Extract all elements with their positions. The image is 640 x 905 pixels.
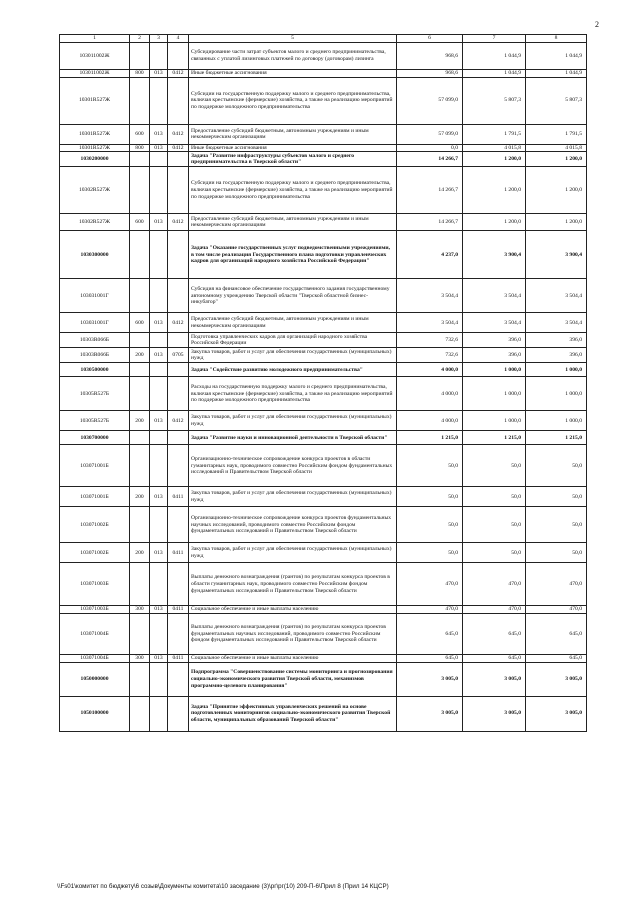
name-cell: Задача "Развитие науки и инновационной деятельности в Тверской области" [189, 431, 397, 445]
amount-cell: 470,0 [397, 606, 463, 614]
amount-cell: 0,0 [397, 144, 463, 152]
amount-cell: 645,0 [397, 655, 463, 663]
name-cell: Задача "Содействие развитию молодежного предпринимательства" [189, 363, 397, 377]
admin-cell: 013 [150, 70, 168, 78]
name-cell: Субсидирование части затрат субъектов малого и среднего предпринимательства, связанных с уплатой лизинговых платежей по договору (договорам) лизинга [189, 43, 397, 70]
amount-cell: 50,0 [526, 445, 587, 487]
code-cell: 10305R527Б [60, 411, 130, 431]
table-row [60, 507, 587, 543]
admin-cell [150, 77, 168, 124]
amount-cell: 645,0 [526, 614, 587, 655]
amount-cell: 50,0 [397, 487, 463, 507]
name-cell: Субсидии на государственную поддержку малого и среднего предпринимательства, включая крестьянские (фермерские) хозяйства, а также на реализацию мероприятий по поддержке молодежного предпринимательства [189, 77, 397, 124]
amount-cell: 5 807,3 [526, 77, 587, 124]
table-row [60, 563, 587, 606]
amount-cell: 1 200,0 [463, 214, 526, 231]
admin-cell [150, 333, 168, 348]
name-cell: Закупка товаров, работ и услуг для обеспечения государственных (муниципальных) нужд [189, 487, 397, 507]
code-cell: 10302R527Ж [60, 214, 130, 231]
table-row [60, 70, 587, 78]
code-cell: 1030200000 [60, 152, 130, 167]
section-cell [168, 333, 189, 348]
amount-cell: 1 791,5 [526, 124, 587, 144]
amount-cell: 3 504,4 [397, 279, 463, 313]
header-cell: 6 [397, 35, 463, 43]
table-row [60, 348, 587, 363]
type-cell [130, 231, 150, 279]
table-row [60, 411, 587, 431]
admin-cell: 013 [150, 543, 168, 563]
amount-cell: 645,0 [463, 614, 526, 655]
amount-cell: 1 200,0 [463, 152, 526, 167]
amount-cell: 1 791,5 [463, 124, 526, 144]
code-cell: 103071003Б [60, 563, 130, 606]
header-cell: 8 [526, 35, 587, 43]
table-row [60, 487, 587, 507]
amount-cell: 3 504,4 [463, 313, 526, 333]
admin-cell [150, 507, 168, 543]
section-cell: 0412 [168, 214, 189, 231]
amount-cell: 3 504,4 [397, 313, 463, 333]
amount-cell: 14 266,7 [397, 167, 463, 214]
amount-cell: 1 200,0 [526, 167, 587, 214]
type-cell [130, 167, 150, 214]
type-cell: 200 [130, 487, 150, 507]
amount-cell: 4 237,0 [397, 231, 463, 279]
code-cell: 1050100000 [60, 696, 130, 731]
table-row [60, 363, 587, 377]
name-cell: Субсидии на государственную поддержку малого и среднего предпринимательства, включая крестьянские (фермерские) хозяйства, а также на реализацию мероприятий по поддержке молодежного предпринимательства [189, 167, 397, 214]
type-cell: 200 [130, 543, 150, 563]
code-cell: 103071001Б [60, 445, 130, 487]
code-cell: 10303R066Б [60, 348, 130, 363]
amount-cell: 1 200,0 [463, 167, 526, 214]
admin-cell [150, 662, 168, 696]
code-cell: 103031001Г [60, 279, 130, 313]
section-cell: 0411 [168, 487, 189, 507]
name-cell: Социальное обеспечение и иные выплаты населению [189, 655, 397, 663]
amount-cell: 396,0 [526, 333, 587, 348]
section-cell: 0411 [168, 543, 189, 563]
amount-cell: 50,0 [463, 507, 526, 543]
code-cell: 10301R527Ж [60, 144, 130, 152]
amount-cell: 50,0 [526, 487, 587, 507]
amount-cell: 470,0 [526, 563, 587, 606]
amount-cell: 3 005,0 [397, 662, 463, 696]
name-cell: Предоставление субсидий бюджетным, автономным учреждениям и иным некоммерческим организациям [189, 214, 397, 231]
admin-cell: 013 [150, 411, 168, 431]
amount-cell: 4 000,0 [397, 411, 463, 431]
amount-cell: 645,0 [526, 655, 587, 663]
section-cell [168, 152, 189, 167]
section-cell [168, 77, 189, 124]
admin-cell [150, 377, 168, 411]
table-row [60, 144, 587, 152]
section-cell [168, 662, 189, 696]
amount-cell: 1 000,0 [526, 411, 587, 431]
type-cell [130, 333, 150, 348]
name-cell: Иные бюджетные ассигнования [189, 144, 397, 152]
admin-cell: 013 [150, 487, 168, 507]
section-cell [168, 363, 189, 377]
admin-cell [150, 696, 168, 731]
section-cell [168, 43, 189, 70]
type-cell: 600 [130, 124, 150, 144]
admin-cell [150, 43, 168, 70]
type-cell [130, 614, 150, 655]
page-number: 2 [595, 20, 599, 29]
amount-cell: 470,0 [397, 563, 463, 606]
section-cell: 0411 [168, 606, 189, 614]
amount-cell: 4 000,0 [397, 377, 463, 411]
type-cell [130, 507, 150, 543]
type-cell [130, 696, 150, 731]
admin-cell: 013 [150, 655, 168, 663]
name-cell: Закупка товаров, работ и услуг для обеспечения государственных (муниципальных) нужд [189, 543, 397, 563]
amount-cell: 732,6 [397, 348, 463, 363]
admin-cell [150, 445, 168, 487]
amount-cell: 50,0 [463, 445, 526, 487]
amount-cell: 968,6 [397, 70, 463, 78]
header-cell: 1 [60, 35, 130, 43]
name-cell: Задача "Оказание государственных услуг подведомственными учреждениями, в том числе реализация Государственного плана подготовки управленческих кадров для организаций народного хозяйства Российской Федерации" [189, 231, 397, 279]
type-cell: 600 [130, 313, 150, 333]
section-cell [168, 614, 189, 655]
amount-cell: 14 266,7 [397, 214, 463, 231]
admin-cell: 013 [150, 124, 168, 144]
code-cell: 103071003Б [60, 606, 130, 614]
amount-cell: 1 044,9 [463, 43, 526, 70]
code-cell: 10305R527Б [60, 377, 130, 411]
type-cell [130, 363, 150, 377]
amount-cell: 1 215,0 [463, 431, 526, 445]
table-row [60, 431, 587, 445]
header-row [60, 35, 587, 43]
header-cell: 5 [189, 35, 397, 43]
type-cell: 600 [130, 214, 150, 231]
type-cell [130, 77, 150, 124]
amount-cell: 1 000,0 [526, 363, 587, 377]
amount-cell: 470,0 [463, 606, 526, 614]
amount-cell: 3 005,0 [463, 696, 526, 731]
name-cell: Расходы на государственную поддержку малого и среднего предпринимательства, включая крестьянские (фермерские) хозяйства, а также на реализацию мероприятий по поддержке молодежного предпринимательства [189, 377, 397, 411]
code-cell: 1030300000 [60, 231, 130, 279]
section-cell [168, 431, 189, 445]
section-cell [168, 563, 189, 606]
type-cell: 200 [130, 411, 150, 431]
amount-cell: 50,0 [463, 487, 526, 507]
type-cell [130, 152, 150, 167]
amount-cell: 3 504,4 [526, 279, 587, 313]
code-cell: 103011002Ж [60, 70, 130, 78]
type-cell [130, 377, 150, 411]
header-cell: 3 [150, 35, 168, 43]
table-row [60, 606, 587, 614]
amount-cell: 1 215,0 [397, 431, 463, 445]
section-cell [168, 507, 189, 543]
file-path-footer: \\Fs01\комитет по бюджету\6 созыв\Документы комитета\10 заседание (3)\рг\рг(10) 209-П-6\Прил 8 (Прил 14 КЦСР) [57, 883, 389, 890]
amount-cell: 470,0 [463, 563, 526, 606]
amount-cell: 4 000,0 [397, 363, 463, 377]
type-cell [130, 445, 150, 487]
name-cell: Выплаты денежного вознаграждения (грантов) по результатам конкурса проектов фундаментальных научных исследований, проводимого совместно Российским фондом фундаментальных исследований и Правительством Тверской области [189, 614, 397, 655]
section-cell [168, 445, 189, 487]
amount-cell: 645,0 [397, 614, 463, 655]
table-row [60, 313, 587, 333]
amount-cell: 4 015,8 [463, 144, 526, 152]
type-cell: 800 [130, 144, 150, 152]
amount-cell: 57 099,0 [397, 77, 463, 124]
code-cell: 1030500000 [60, 363, 130, 377]
code-cell: 10302R527Ж [60, 167, 130, 214]
amount-cell: 50,0 [397, 543, 463, 563]
section-cell: 0411 [168, 655, 189, 663]
amount-cell: 1 044,9 [526, 70, 587, 78]
amount-cell: 50,0 [526, 507, 587, 543]
admin-cell [150, 614, 168, 655]
type-cell: 200 [130, 348, 150, 363]
admin-cell [150, 563, 168, 606]
name-cell: Субсидия на финансовое обеспечение государственного задания государственному автономному учреждению Тверской области "Тверской областной бизнес-инкубатор" [189, 279, 397, 313]
table-row [60, 77, 587, 124]
amount-cell: 3 005,0 [526, 662, 587, 696]
amount-cell: 50,0 [397, 445, 463, 487]
section-cell [168, 167, 189, 214]
header-cell: 2 [130, 35, 150, 43]
amount-cell: 4 015,8 [526, 144, 587, 152]
admin-cell [150, 279, 168, 313]
amount-cell: 732,6 [397, 333, 463, 348]
name-cell: Подпрограмма "Совершенствование системы мониторинга и прогнозирования социально-экономического развития Тверской области, механизмов программно-целевого планирования" [189, 662, 397, 696]
code-cell: 103071002Б [60, 507, 130, 543]
table-row [60, 279, 587, 313]
section-cell [168, 696, 189, 731]
type-cell: 300 [130, 606, 150, 614]
type-cell [130, 662, 150, 696]
amount-cell: 50,0 [397, 507, 463, 543]
admin-cell: 013 [150, 214, 168, 231]
amount-cell: 645,0 [463, 655, 526, 663]
amount-cell: 3 900,4 [526, 231, 587, 279]
table-row [60, 377, 587, 411]
name-cell: Закупка товаров, работ и услуг для обеспечения государственных (муниципальных) нужд [189, 411, 397, 431]
name-cell: Выплаты денежного вознаграждения (грантов) по результатам конкурса проектов в области гуманитарных наук, проводимого совместно Российским фондом фундаментальных исследований и Правительством Тверской области [189, 563, 397, 606]
amount-cell: 1 000,0 [463, 377, 526, 411]
amount-cell: 1 215,0 [526, 431, 587, 445]
amount-cell: 3 005,0 [463, 662, 526, 696]
code-cell: 10303R066Б [60, 333, 130, 348]
table-row [60, 152, 587, 167]
admin-cell: 013 [150, 606, 168, 614]
amount-cell: 3 504,4 [526, 313, 587, 333]
code-cell: 103071004Б [60, 614, 130, 655]
header-cell: 4 [168, 35, 189, 43]
amount-cell: 1 044,9 [463, 70, 526, 78]
section-cell: 0412 [168, 313, 189, 333]
amount-cell: 1 200,0 [526, 214, 587, 231]
amount-cell: 50,0 [526, 543, 587, 563]
table-row [60, 543, 587, 563]
name-cell: Задача "Развитие инфраструктуры субъектов малого и среднего предпринимательства в Тверской области" [189, 152, 397, 167]
amount-cell: 1 000,0 [463, 363, 526, 377]
table-row [60, 655, 587, 663]
code-cell: 1050000000 [60, 662, 130, 696]
amount-cell: 396,0 [463, 348, 526, 363]
code-cell: 1030700000 [60, 431, 130, 445]
amount-cell: 1 044,9 [526, 43, 587, 70]
table-row [60, 333, 587, 348]
amount-cell: 1 200,0 [526, 152, 587, 167]
name-cell: Организационно-техническое сопровождение конкурса проектов в области гуманитарных наук, проводимого совместно Российским фондом фундаментальных исследований и Правительством Тверской области [189, 445, 397, 487]
section-cell: 0412 [168, 144, 189, 152]
name-cell: Предоставление субсидий бюджетным, автономным учреждениям и иным некоммерческим организациям [189, 313, 397, 333]
code-cell: 103071002Б [60, 543, 130, 563]
type-cell [130, 279, 150, 313]
code-cell: 103071001Б [60, 487, 130, 507]
section-cell [168, 377, 189, 411]
section-cell: 0412 [168, 70, 189, 78]
name-cell: Иные бюджетные ассигнования [189, 70, 397, 78]
amount-cell: 3 005,0 [526, 696, 587, 731]
amount-cell: 396,0 [526, 348, 587, 363]
amount-cell: 1 000,0 [526, 377, 587, 411]
section-cell: 0412 [168, 124, 189, 144]
header-cell: 7 [463, 35, 526, 43]
budget-table [59, 34, 587, 732]
name-cell: Подготовка управленческих кадров для организаций народного хозяйства Российской Федерации [189, 333, 397, 348]
table-row [60, 231, 587, 279]
table-row [60, 614, 587, 655]
name-cell: Предоставление субсидий бюджетным, автономным учреждениям и иным некоммерческим организациям [189, 124, 397, 144]
code-cell: 103071004Б [60, 655, 130, 663]
table-row [60, 214, 587, 231]
amount-cell: 470,0 [526, 606, 587, 614]
name-cell: Социальное обеспечение и иные выплаты населению [189, 606, 397, 614]
code-cell: 10301R527Ж [60, 77, 130, 124]
amount-cell: 3 005,0 [397, 696, 463, 731]
amount-cell: 14 266,7 [397, 152, 463, 167]
amount-cell: 396,0 [463, 333, 526, 348]
name-cell: Задача "Принятие эффективных управленческих решений на основе подготовленных мониторингов социально-экономического развития Тверской области, муниципальных образований Тверской области" [189, 696, 397, 731]
section-cell [168, 231, 189, 279]
admin-cell [150, 363, 168, 377]
admin-cell: 013 [150, 348, 168, 363]
admin-cell [150, 431, 168, 445]
name-cell: Организационно-техническое сопровождение конкурса проектов фундаментальных научных исследований, проводимого совместно Российским фондом фундаментальных исследований и Правительством Тверской области [189, 507, 397, 543]
type-cell [130, 563, 150, 606]
type-cell [130, 431, 150, 445]
admin-cell [150, 167, 168, 214]
admin-cell: 013 [150, 144, 168, 152]
amount-cell: 5 807,3 [463, 77, 526, 124]
code-cell: 103031001Г [60, 313, 130, 333]
code-cell: 103011002Ж [60, 43, 130, 70]
section-cell: 0705 [168, 348, 189, 363]
amount-cell: 1 000,0 [463, 411, 526, 431]
amount-cell: 3 504,4 [463, 279, 526, 313]
admin-cell: 013 [150, 313, 168, 333]
amount-cell: 50,0 [463, 543, 526, 563]
table-row [60, 167, 587, 214]
section-cell: 0412 [168, 411, 189, 431]
admin-cell [150, 152, 168, 167]
name-cell: Закупка товаров, работ и услуг для обеспечения государственных (муниципальных) нужд [189, 348, 397, 363]
section-cell [168, 279, 189, 313]
amount-cell: 57 099,0 [397, 124, 463, 144]
type-cell [130, 43, 150, 70]
type-cell: 800 [130, 70, 150, 78]
code-cell: 10301R527Ж [60, 124, 130, 144]
table-row [60, 43, 587, 70]
type-cell: 300 [130, 655, 150, 663]
table-row [60, 445, 587, 487]
admin-cell [150, 231, 168, 279]
table-row [60, 124, 587, 144]
amount-cell: 968,6 [397, 43, 463, 70]
table-row [60, 696, 587, 731]
table-row [60, 662, 587, 696]
amount-cell: 3 900,4 [463, 231, 526, 279]
